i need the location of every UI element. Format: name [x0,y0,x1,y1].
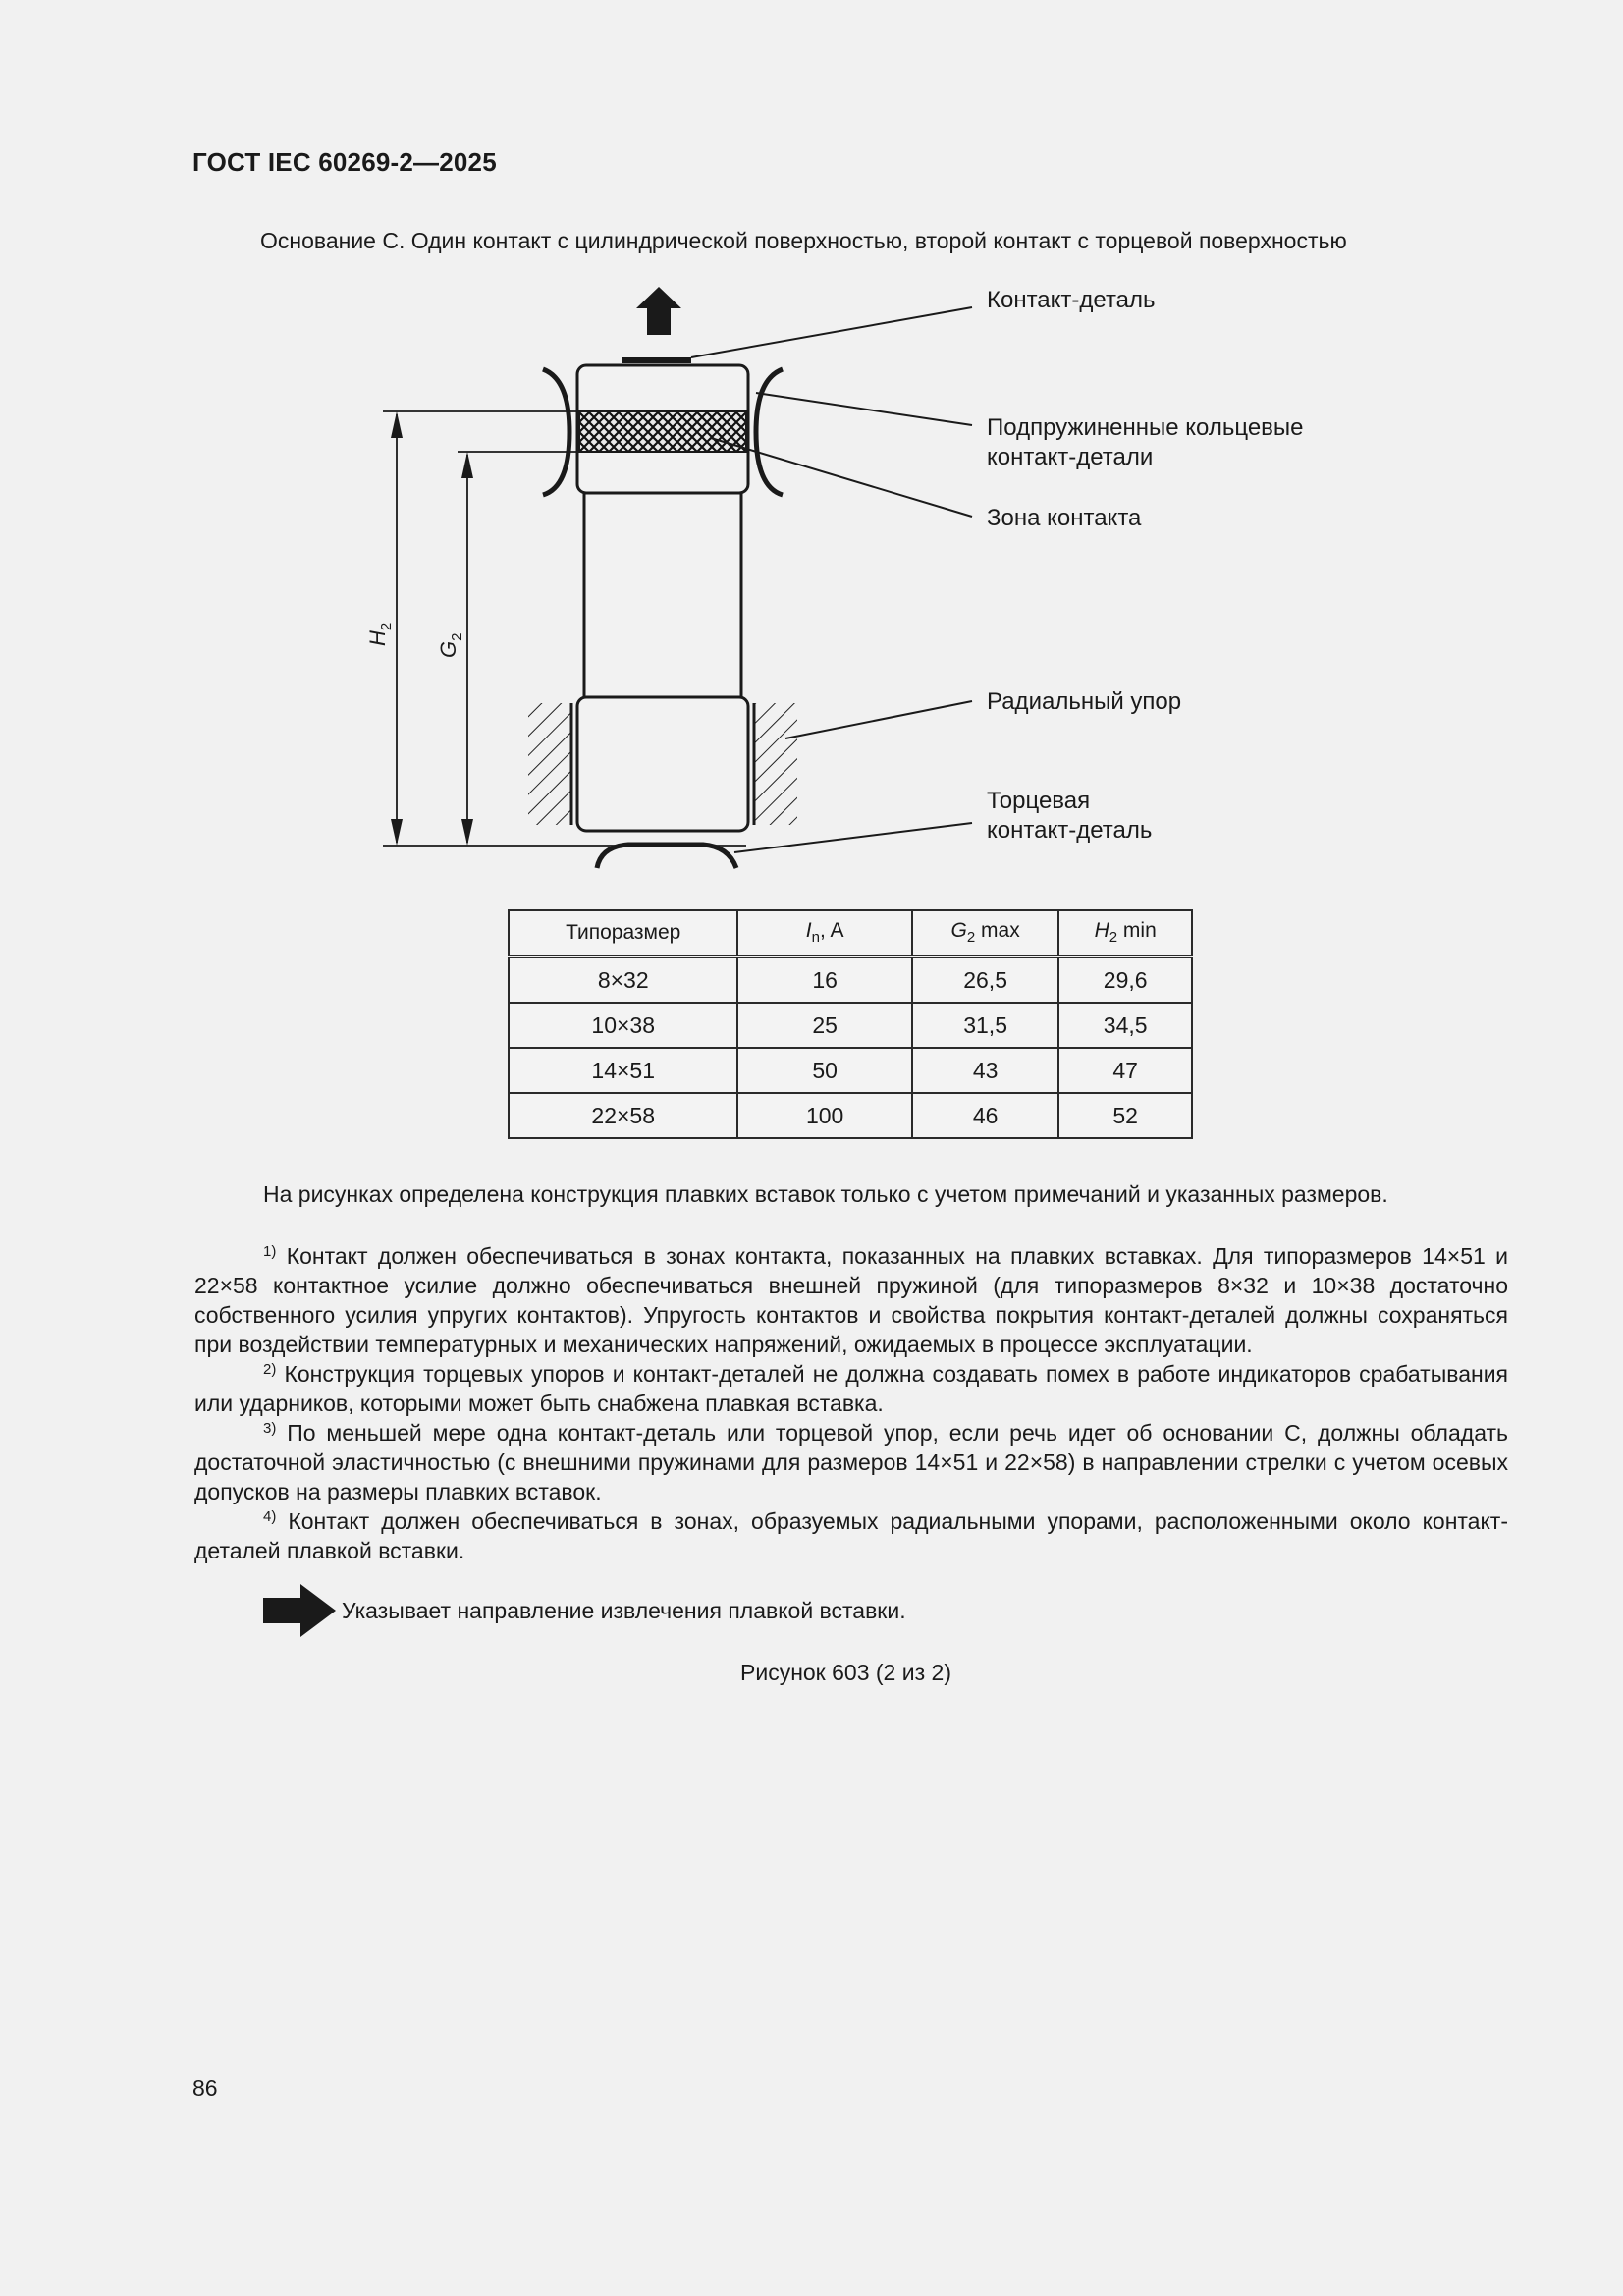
arrow-legend [263,1582,906,1639]
arrow-legend-text: Указывает направление извлечения плавкой вставки. [342,1597,906,1623]
fuse-bottom-cap [577,697,748,831]
table-row [509,1093,1192,1138]
col-header-in: $I_n$, A [737,910,911,957]
table-cell: 16 [737,957,911,1003]
table-cell: 100 [737,1093,911,1138]
dim-h2-label: $H_2$ [365,622,395,646]
table-cell: 50 [737,1048,911,1093]
dimensions-table [508,909,1193,1139]
footnote-1: $^{1)}$ Контакт должен обеспечиваться в зонах контакта, показанных на плавких вставках. Для типоразмеров 14×51 и 22×58 контактное усилие должно обеспечиваться внешней пружиной (для типоразмеров 8×32 и 10×38 достаточно собственного усилия упругих контактов). Упругость контактов и свойства покрытия контакт-деталей должны сохраняться при воздействии температурных и механических напряжений, ожидаемых в процессе эксплуатации. [194,1243,1508,1357]
extraction-arrow-icon [636,287,681,335]
radial-stop-right [754,703,797,825]
design-note: На рисунках определена конструкция плавких вставок только с учетом примечаний и указанных размеров. [263,1181,1388,1207]
label-end-contact-1: Торцевая [987,788,1091,814]
dim-g2-label: $G_2$ [436,632,465,658]
table-row [509,1048,1192,1093]
label-contact-part: Контакт-деталь [987,287,1156,313]
page-number: 86 [192,2075,218,2101]
table-cell: 31,5 [912,1003,1059,1048]
spring-ring-right [756,369,783,495]
label-contact-zone: Зона контакта [987,505,1142,531]
table-cell: 22×58 [509,1093,737,1138]
label-spring-ring-1: Подпружиненные кольцевые [987,414,1304,441]
table-row [509,957,1192,1003]
arrow-right-icon [263,1582,338,1639]
contact-zone-knurl [579,411,746,452]
label-spring-ring-2: контакт-детали [987,444,1154,470]
table-cell: 47 [1058,1048,1192,1093]
table-cell: 25 [737,1003,911,1048]
table-cell: 34,5 [1058,1003,1192,1048]
table-cell: 14×51 [509,1048,737,1093]
table-cell: 10×38 [509,1003,737,1048]
col-header-size: Типоразмер [509,910,737,957]
spring-ring-left [543,369,569,495]
table-cell: 26,5 [912,957,1059,1003]
table-cell: 8×32 [509,957,737,1003]
footnote-4: $^{4)}$ Контакт должен обеспечиваться в зонах, образуемых радиальными упорами, расположенными около контакт-деталей плавкой вставки. [194,1508,1508,1563]
table-cell: 29,6 [1058,957,1192,1003]
footnote-3: $^{3)}$ По меньшей мере одна контакт-деталь или торцевой упор, если речь идет об основании С, должны обладать достаточной эластичностью (с внешними пружинами для размеров 14×51 и 22×58) в направлении стрелки с учетом осевых допусков на размеры плавких вставок. [194,1420,1508,1504]
footnote-2: $^{2)}$ Конструкция торцевых упоров и контакт-деталей не должна создавать помех в работе индикаторов срабатывания или ударников, которыми может быть снабжена плавкая вставка. [194,1361,1508,1416]
footnotes [194,1241,1508,1565]
figure-caption-top: Основание С. Один контакт с цилиндрической поверхностью, второй контакт с торцевой поверхностью [260,228,1347,253]
fuse-barrel [584,493,741,699]
table-cell: 52 [1058,1093,1192,1138]
table-header-row [509,910,1192,957]
label-end-contact-2: контакт-деталь [987,817,1153,844]
label-radial-stop: Радиальный упор [987,688,1182,715]
fuse-base-diagram [0,0,1623,884]
table-row [509,1003,1192,1048]
top-contact-part [622,357,691,363]
radial-stop-left [528,703,571,825]
figure-number: Рисунок 603 (2 из 2) [740,1660,951,1685]
end-contact-part [597,845,736,868]
table-cell: 43 [912,1048,1059,1093]
col-header-g2: $G_2$ max [912,910,1059,957]
col-header-h2: $H_2$ min [1058,910,1192,957]
document-header: ГОСТ IEC 60269-2—2025 [192,147,497,177]
table-cell: 46 [912,1093,1059,1138]
